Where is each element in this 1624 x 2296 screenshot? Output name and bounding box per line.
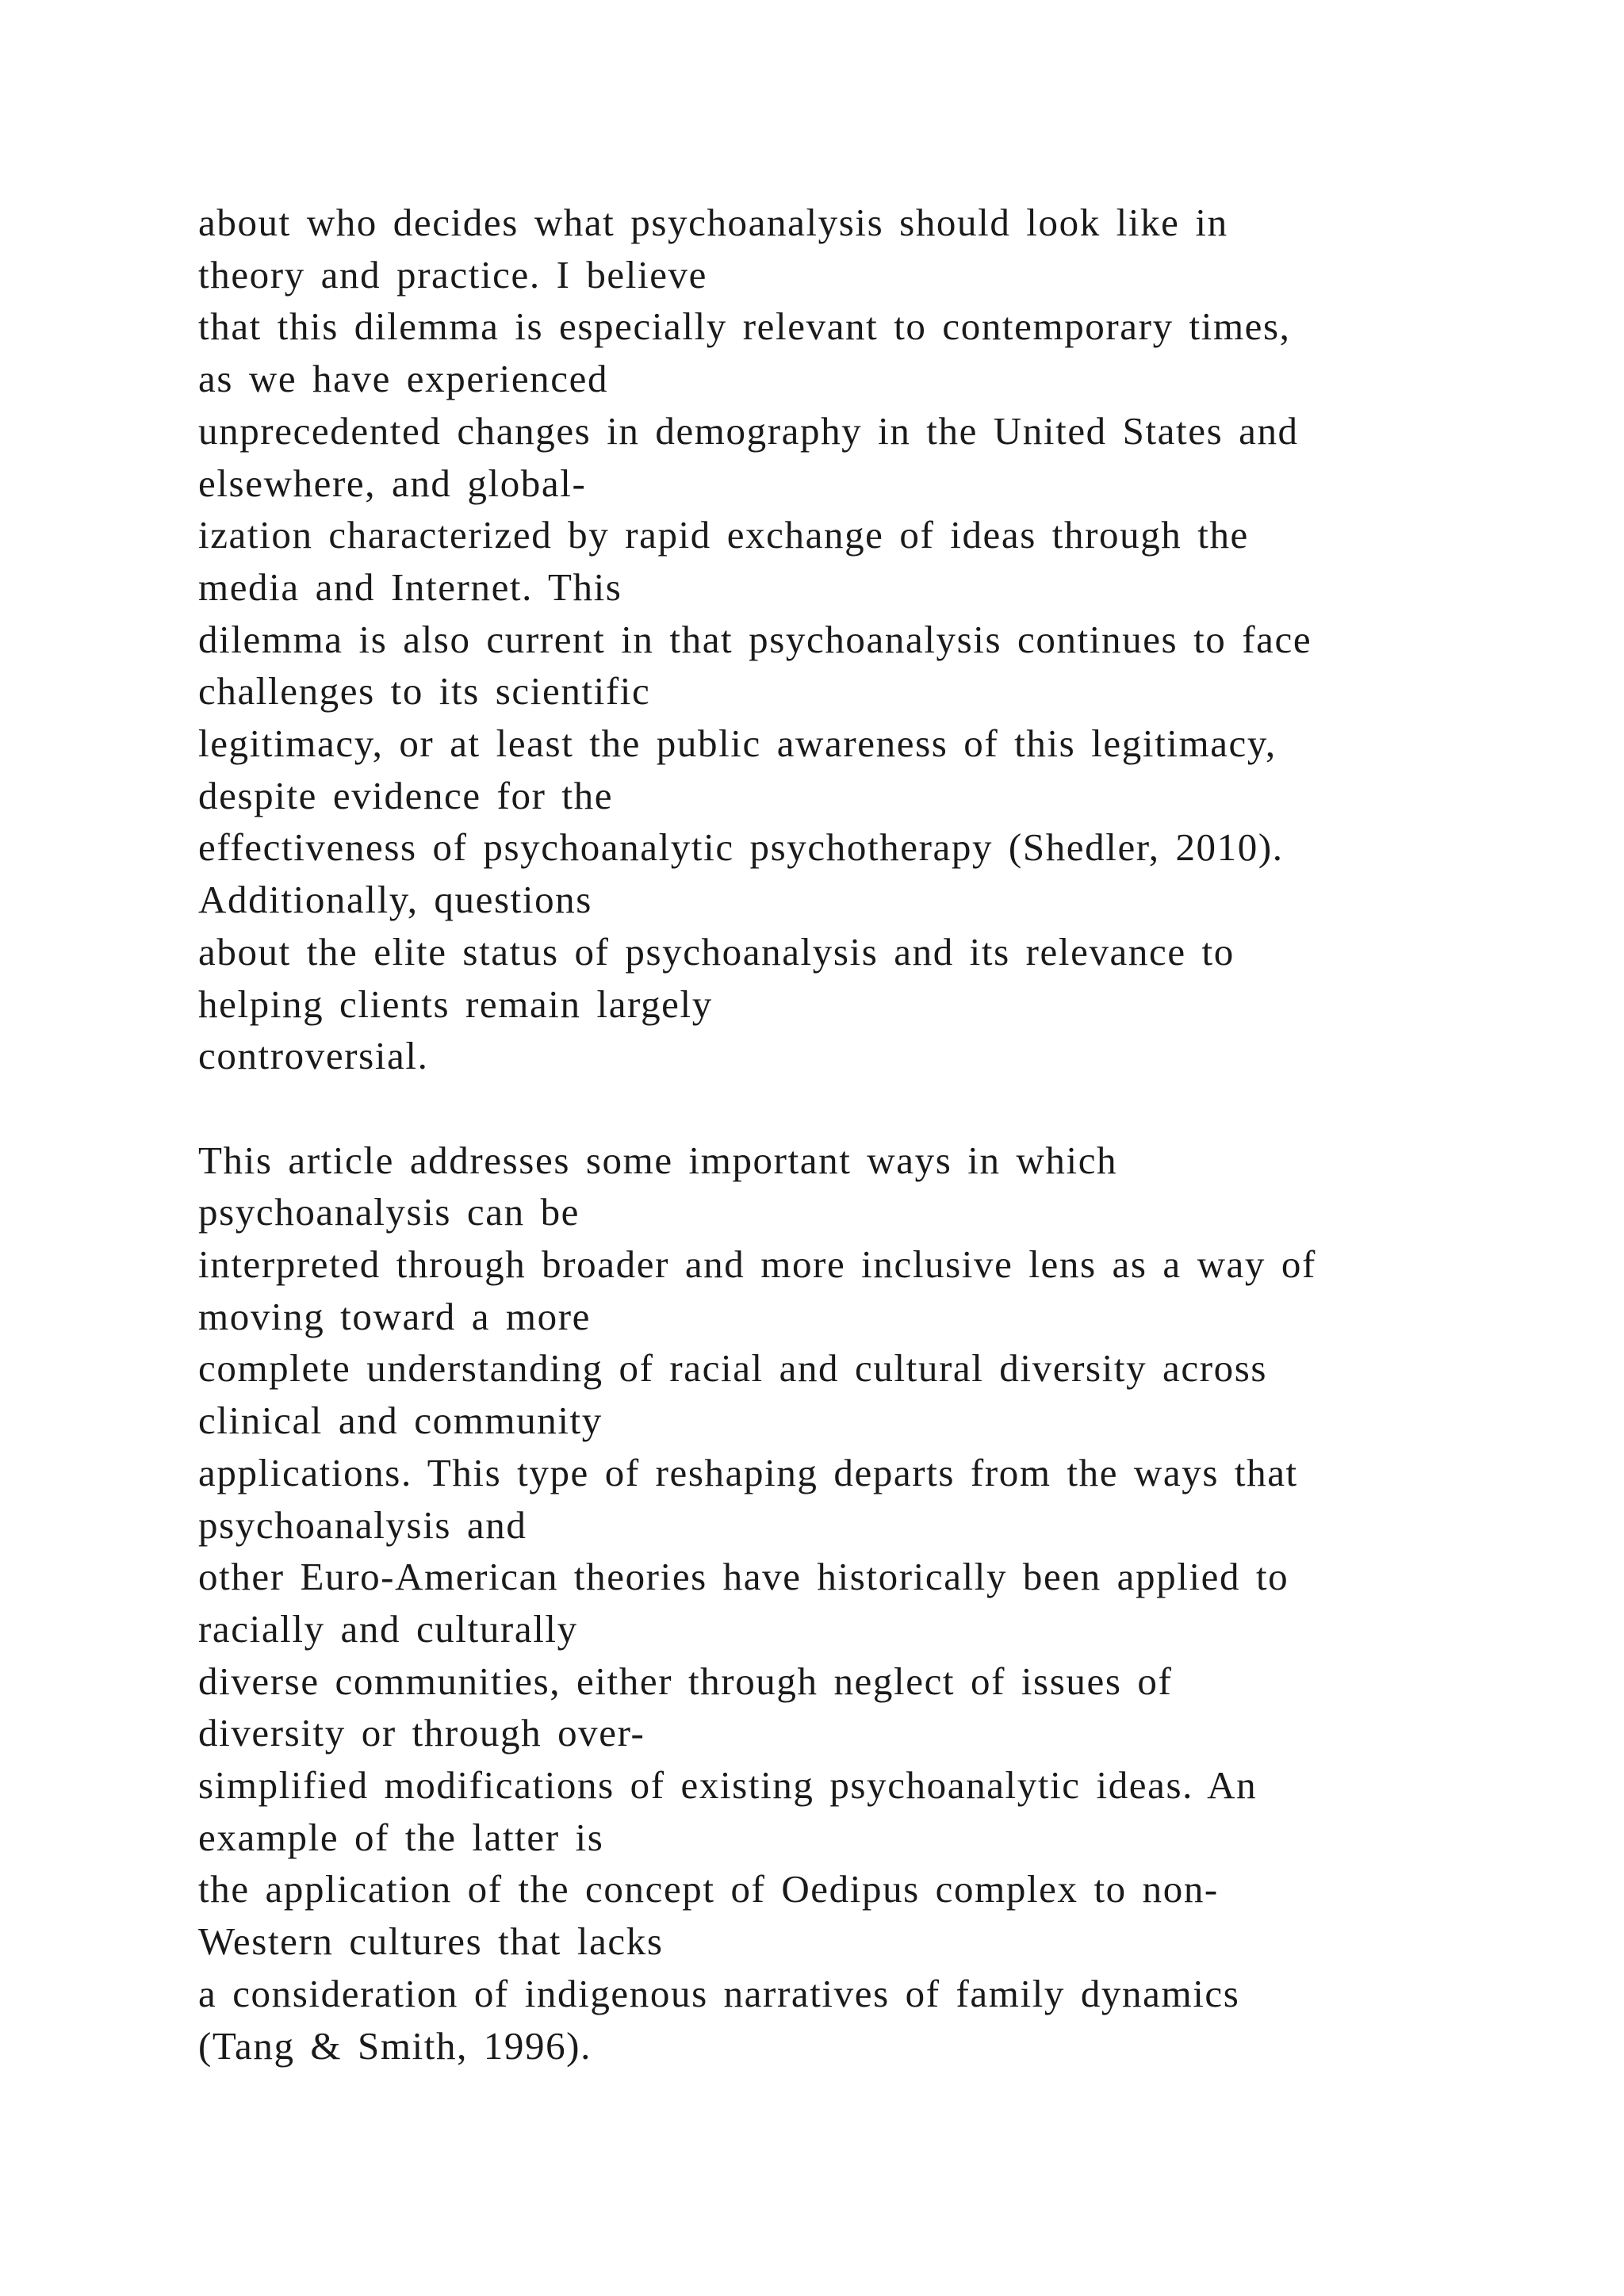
text-line: challenges to its scientific [198,669,651,714]
text-line: diversity or through over- [198,1711,645,1755]
text-line: Western cultures that lacks [198,1919,664,1964]
text-line: other Euro-American theories have historically been applied to [198,1555,1289,1599]
paragraph-1 [198,197,1546,1082]
text-line: dilemma is also current in that psychoanalysis continues to face [198,617,1312,661]
text-line: unprecedented changes in demography in the United States and [198,408,1299,453]
text-line: clinical and community [198,1399,603,1443]
text-line: Additionally, questions [198,878,592,922]
text-line: elsewhere, and global- [198,461,587,505]
text-line: example of the latter is [198,1815,604,1859]
text-line: interpreted through broader and more inclusive lens as a way of [198,1242,1316,1287]
text-line: helping clients remain largely [198,982,713,1026]
text-line: as we have experienced [198,357,609,401]
text-line: media and Internet. This [198,564,622,609]
text-line: (Tang & Smith, 1996). [198,2023,592,2068]
text-line: controversial. [198,1034,429,1078]
text-line: legitimacy, or at least the public awareness of this legitimacy, [198,721,1277,766]
text-line: complete understanding of racial and cultural diversity across [198,1346,1268,1391]
text-line: the application of the concept of Oedipus complex to non- [198,1867,1219,1911]
text-line: psychoanalysis can be [198,1190,580,1234]
paragraph-2 [198,1135,1546,2072]
text-line: moving toward a more [198,1294,591,1338]
text-line: about the elite status of psychoanalysis and its relevance to [198,929,1235,974]
text-line: that this dilemma is especially relevant to contemporary times, [198,304,1291,349]
paragraph-break [198,1082,1546,1135]
text-line: a consideration of indigenous narratives of family dynamics [198,1971,1240,2015]
text-line: theory and practice. I believe [198,252,708,297]
text-line: psychoanalysis and [198,1502,527,1547]
text-line: simplified modifications of existing psychoanalytic ideas. An [198,1763,1258,1808]
body-text [198,197,1546,2072]
text-line: about who decides what psychoanalysis should look like in [198,201,1228,244]
text-line: applications. This type of reshaping departs from the ways that [198,1450,1298,1494]
text-line: racially and culturally [198,1606,578,1651]
text-line: effectiveness of psychoanalytic psychotherapy (Shedler, 2010). [198,825,1284,870]
text-line: ization characterized by rapid exchange of ideas through the [198,513,1249,557]
text-line: diverse communities, either through neglect of issues of [198,1659,1173,1703]
text-line: despite evidence for the [198,773,614,817]
text-line: This article addresses some important ways in which [198,1138,1118,1182]
